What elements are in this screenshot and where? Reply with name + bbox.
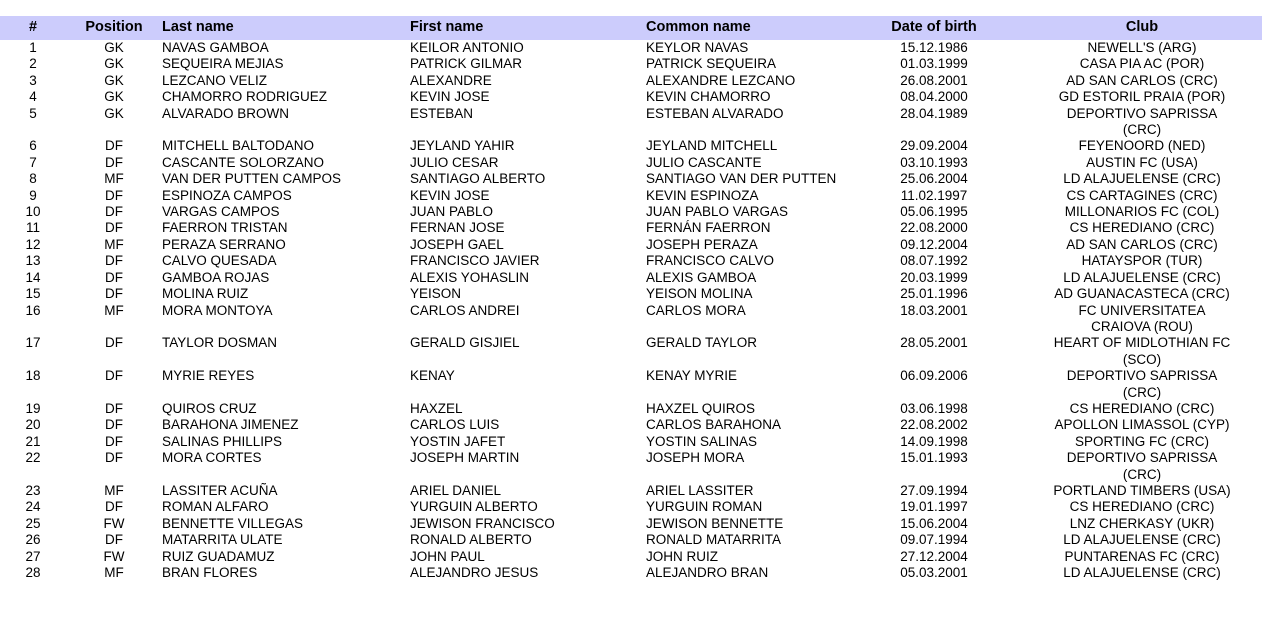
cell-last-name: RUIZ GUADAMUZ (162, 548, 275, 564)
cell-date-of-birth: 05.03.2001 (900, 565, 968, 580)
cell-position: MF (104, 302, 124, 318)
club-name: NEWELL'S (ARG) (1087, 40, 1197, 55)
cell-date-of-birth: 09.12.2004 (900, 236, 968, 252)
cell-last-name: PERAZA SERRANO (162, 236, 286, 252)
cell-club (1022, 40, 1262, 56)
club-name: LD ALAJUELENSE (CRC) (1063, 565, 1221, 580)
cell-club (1022, 89, 1262, 105)
cell-first-name: ALEJANDRO JESUS (410, 565, 539, 580)
cell-date-of-birth: 01.03.1999 (900, 56, 968, 72)
cell-common-name: YURGUIN ROMAN (646, 499, 763, 515)
cell-last-name: LEZCANO VELIZ (162, 72, 268, 88)
club-name: AD SAN CARLOS (CRC) (1066, 72, 1218, 88)
cell-club (1022, 253, 1262, 269)
cell-common-name: FRANCISCO CALVO (646, 253, 775, 269)
cell-number: 26 (25, 532, 41, 548)
cell-date-of-birth: 19.01.1997 (900, 499, 968, 515)
club-name: APOLLON LIMASSOL (CYP) (1054, 417, 1230, 433)
cell-date-of-birth: 27.12.2004 (900, 548, 968, 564)
cell-date-of-birth: 08.07.1992 (900, 253, 968, 269)
cell-number: 14 (25, 269, 41, 285)
cell-position: DF (105, 187, 123, 203)
cell-position: GK (104, 105, 124, 121)
table-row (0, 73, 1262, 89)
cell-common-name: JOSEPH PERAZA (646, 236, 758, 252)
squad-table (0, 16, 1262, 581)
table-row (0, 89, 1262, 105)
club-name: LD ALAJUELENSE (CRC) (1063, 532, 1221, 548)
cell-first-name: FRANCISCO JAVIER (410, 253, 540, 269)
cell-date-of-birth: 03.06.1998 (900, 400, 968, 416)
cell-first-name: YURGUIN ALBERTO (410, 499, 538, 515)
club-name: FC UNIVERSITATEA CRAIOVA (ROU) (1078, 302, 1206, 334)
table-row (0, 286, 1262, 302)
cell-date-of-birth: 18.03.2001 (900, 302, 968, 318)
table-row (0, 237, 1262, 253)
table-row (0, 155, 1262, 171)
club-name: LD ALAJUELENSE (CRC) (1063, 171, 1221, 187)
cell-number: 7 (29, 154, 37, 170)
cell-position: FW (103, 548, 125, 564)
cell-common-name: PATRICK SEQUEIRA (646, 56, 777, 72)
table-row (0, 188, 1262, 204)
cell-club (1022, 516, 1262, 532)
cell-club (1022, 73, 1262, 89)
cell-position: DF (105, 286, 123, 302)
cell-first-name: FERNAN JOSE (410, 220, 505, 236)
table-body (0, 40, 1262, 581)
cell-common-name: KEVIN CHAMORRO (646, 89, 771, 105)
club-name: HEART OF MIDLOTHIAN FC (SCO) (1053, 335, 1231, 367)
cell-last-name: ESPINOZA CAMPOS (162, 187, 292, 203)
table-row (0, 253, 1262, 269)
cell-club (1022, 155, 1262, 171)
cell-club (1022, 483, 1262, 499)
cell-first-name: CARLOS LUIS (410, 417, 500, 433)
club-name: PORTLAND TIMBERS (USA) (1053, 482, 1231, 498)
cell-last-name: QUIROS CRUZ (162, 400, 257, 416)
cell-last-name: CASCANTE SOLORZANO (162, 154, 325, 170)
cell-first-name: KEVIN JOSE (410, 89, 490, 105)
cell-number: 2 (29, 56, 37, 72)
cell-common-name: KENAY MYRIE (646, 368, 738, 384)
cell-club (1022, 171, 1262, 187)
cell-position: MF (104, 236, 124, 252)
column-header-first-name[interactable]: First name (410, 19, 484, 35)
cell-position: DF (105, 400, 123, 416)
cell-common-name: JEWISON BENNETTE (646, 515, 784, 531)
cell-date-of-birth: 28.05.2001 (900, 335, 968, 351)
cell-club (1022, 532, 1262, 548)
cell-number: 10 (25, 204, 41, 220)
cell-club (1022, 138, 1262, 154)
cell-position: GK (104, 89, 124, 105)
cell-common-name: YOSTIN SALINAS (646, 433, 758, 449)
cell-position: DF (105, 433, 123, 449)
cell-date-of-birth: 05.06.1995 (900, 204, 968, 220)
cell-position: FW (103, 515, 125, 531)
cell-first-name: JEYLAND YAHIR (410, 138, 515, 154)
cell-club (1022, 106, 1262, 139)
club-name: FEYENOORD (NED) (1078, 138, 1206, 154)
cell-date-of-birth: 11.02.1997 (900, 187, 968, 203)
cell-first-name: KENAY (410, 368, 455, 384)
cell-number: 23 (25, 482, 41, 498)
cell-first-name: KEVIN JOSE (410, 187, 490, 203)
cell-number: 17 (25, 335, 41, 351)
table-row (0, 368, 1262, 401)
cell-club (1022, 335, 1262, 368)
club-name: SPORTING FC (CRC) (1075, 433, 1209, 449)
column-header-club[interactable]: Club (1125, 19, 1159, 35)
cell-first-name: ESTEBAN (410, 105, 474, 121)
cell-last-name: NAVAS GAMBOA (162, 40, 269, 55)
cell-date-of-birth: 09.07.1994 (900, 532, 968, 548)
cell-number: 21 (25, 433, 41, 449)
cell-first-name: HAXZEL (410, 400, 463, 416)
cell-club (1022, 220, 1262, 236)
cell-club (1022, 450, 1262, 483)
cell-last-name: BARAHONA JIMENEZ (162, 417, 299, 433)
cell-position: DF (105, 204, 123, 220)
table-row (0, 532, 1262, 548)
cell-common-name: ARIEL LASSITER (646, 482, 754, 498)
club-name: AD GUANACASTECA (CRC) (1054, 286, 1230, 302)
table-row (0, 516, 1262, 532)
cell-position: DF (105, 269, 123, 285)
cell-position: GK (104, 56, 124, 72)
table-row (0, 450, 1262, 483)
cell-position: DF (105, 532, 123, 548)
cell-position: DF (105, 335, 123, 351)
cell-common-name: KEVIN ESPINOZA (646, 187, 759, 203)
cell-common-name: ALEXIS GAMBOA (646, 269, 757, 285)
cell-club (1022, 204, 1262, 220)
cell-number: 1 (29, 40, 37, 55)
table-row (0, 549, 1262, 565)
cell-date-of-birth: 03.10.1993 (900, 154, 968, 170)
cell-position: MF (104, 171, 124, 187)
cell-common-name: SANTIAGO VAN DER PUTTEN (646, 171, 837, 187)
club-name: LD ALAJUELENSE (CRC) (1063, 269, 1221, 285)
cell-last-name: MOLINA RUIZ (162, 286, 249, 302)
cell-position: DF (105, 154, 123, 170)
cell-first-name: JEWISON FRANCISCO (410, 515, 555, 531)
cell-number: 22 (25, 450, 41, 466)
cell-last-name: MORA CORTES (162, 450, 262, 466)
cell-number: 28 (25, 565, 41, 580)
cell-number: 9 (29, 187, 37, 203)
cell-common-name: HAXZEL QUIROS (646, 400, 756, 416)
table-header (0, 16, 1262, 40)
cell-last-name: SALINAS PHILLIPS (162, 433, 283, 449)
table-row (0, 220, 1262, 236)
cell-number: 11 (25, 220, 40, 236)
cell-club (1022, 549, 1262, 565)
cell-common-name: KEYLOR NAVAS (646, 40, 749, 55)
table-row (0, 40, 1262, 56)
cell-club (1022, 270, 1262, 286)
cell-last-name: BENNETTE VILLEGAS (162, 515, 304, 531)
cell-common-name: ALEXANDRE LEZCANO (646, 72, 796, 88)
table-row (0, 171, 1262, 187)
cell-position: DF (105, 220, 123, 236)
cell-first-name: JOHN PAUL (410, 548, 485, 564)
column-header-position[interactable]: Position (85, 19, 143, 35)
club-name: CS HEREDIANO (CRC) (1069, 400, 1215, 416)
cell-club (1022, 188, 1262, 204)
cell-date-of-birth: 15.01.1993 (900, 450, 968, 466)
cell-club (1022, 286, 1262, 302)
cell-last-name: MATARRITA ULATE (162, 532, 283, 548)
cell-last-name: ALVARADO BROWN (162, 105, 290, 121)
column-header-number[interactable]: # (28, 19, 38, 35)
table-row (0, 204, 1262, 220)
cell-date-of-birth: 15.06.2004 (900, 515, 968, 531)
cell-first-name: YEISON (410, 286, 462, 302)
cell-date-of-birth: 28.04.1989 (900, 105, 968, 121)
cell-first-name: JUAN PABLO (410, 204, 494, 220)
cell-common-name: JUAN PABLO VARGAS (646, 204, 789, 220)
cell-last-name: VAN DER PUTTEN CAMPOS (162, 171, 342, 187)
cell-number: 16 (25, 302, 41, 318)
cell-common-name: ESTEBAN ALVARADO (646, 105, 784, 121)
cell-first-name: RONALD ALBERTO (410, 532, 532, 548)
cell-position: DF (105, 450, 123, 466)
club-name: AD SAN CARLOS (CRC) (1066, 236, 1218, 252)
cell-date-of-birth: 29.09.2004 (900, 138, 968, 154)
cell-last-name: CHAMORRO RODRIGUEZ (162, 89, 327, 105)
cell-date-of-birth: 22.08.2002 (900, 417, 968, 433)
cell-number: 18 (25, 368, 41, 384)
cell-number: 15 (25, 286, 41, 302)
cell-last-name: VARGAS CAMPOS (162, 204, 280, 220)
cell-last-name: BRAN FLORES (162, 565, 258, 580)
column-header-date-of-birth[interactable]: Date of birth (891, 19, 977, 35)
cell-common-name: YEISON MOLINA (646, 286, 753, 302)
cell-position: DF (105, 253, 123, 269)
cell-first-name: JOSEPH MARTIN (410, 450, 520, 466)
cell-club (1022, 56, 1262, 72)
table-row (0, 565, 1262, 581)
cell-last-name: TAYLOR DOSMAN (162, 335, 278, 351)
cell-first-name: PATRICK GILMAR (410, 56, 523, 72)
column-header-last-name[interactable]: Last name (162, 19, 234, 35)
club-name: HATAYSPOR (TUR) (1081, 253, 1203, 269)
cell-common-name: JEYLAND MITCHELL (646, 138, 778, 154)
cell-date-of-birth: 25.06.2004 (900, 171, 968, 187)
cell-common-name: JULIO CASCANTE (646, 154, 762, 170)
cell-common-name: JOSEPH MORA (646, 450, 745, 466)
cell-last-name: LASSITER ACUÑA (162, 482, 278, 498)
club-name: DEPORTIVO SAPRISSA (CRC) (1066, 368, 1218, 400)
club-name: LNZ CHERKASY (UKR) (1069, 515, 1215, 531)
cell-first-name: ARIEL DANIEL (410, 482, 502, 498)
cell-last-name: MITCHELL BALTODANO (162, 138, 315, 154)
cell-position: DF (105, 417, 123, 433)
cell-first-name: CARLOS ANDREI (410, 302, 520, 318)
cell-date-of-birth: 14.09.1998 (900, 433, 968, 449)
table-row (0, 303, 1262, 336)
cell-common-name: RONALD MATARRITA (646, 532, 782, 548)
cell-last-name: ROMAN ALFARO (162, 499, 269, 515)
cell-club (1022, 368, 1262, 401)
cell-number: 25 (25, 515, 41, 531)
cell-number: 8 (29, 171, 37, 187)
cell-common-name: GERALD TAYLOR (646, 335, 758, 351)
cell-club (1022, 401, 1262, 417)
cell-common-name: CARLOS BARAHONA (646, 417, 782, 433)
cell-first-name: JOSEPH GAEL (410, 236, 504, 252)
club-name: CS HEREDIANO (CRC) (1069, 499, 1215, 515)
cell-date-of-birth: 15.12.1986 (900, 40, 968, 55)
cell-last-name: CALVO QUESADA (162, 253, 277, 269)
club-name: GD ESTORIL PRAIA (POR) (1058, 89, 1226, 105)
club-name: CS CARTAGINES (CRC) (1066, 187, 1218, 203)
cell-first-name: GERALD GISJIEL (410, 335, 520, 351)
cell-number: 5 (29, 105, 37, 121)
cell-club (1022, 565, 1262, 581)
cell-common-name: ALEJANDRO BRAN (646, 565, 769, 580)
cell-position: DF (105, 499, 123, 515)
table-row (0, 401, 1262, 417)
cell-number: 24 (25, 499, 41, 515)
cell-last-name: SEQUEIRA MEJIAS (162, 56, 284, 72)
cell-common-name: JOHN RUIZ (646, 548, 718, 564)
table-row (0, 335, 1262, 368)
table-row (0, 417, 1262, 433)
column-header-common-name[interactable]: Common name (646, 19, 751, 35)
cell-number: 27 (25, 548, 41, 564)
cell-date-of-birth: 27.09.1994 (900, 482, 968, 498)
table-row (0, 434, 1262, 450)
cell-number: 12 (25, 236, 41, 252)
table-row (0, 106, 1262, 139)
cell-date-of-birth: 08.04.2000 (900, 89, 968, 105)
cell-first-name: SANTIAGO ALBERTO (410, 171, 546, 187)
cell-club (1022, 434, 1262, 450)
cell-common-name: CARLOS MORA (646, 302, 746, 318)
cell-first-name: ALEXIS YOHASLIN (410, 269, 530, 285)
cell-first-name: YOSTIN JAFET (410, 433, 506, 449)
cell-number: 6 (29, 138, 37, 154)
table-row (0, 270, 1262, 286)
cell-date-of-birth: 26.08.2001 (900, 72, 968, 88)
cell-last-name: MYRIE REYES (162, 368, 255, 384)
cell-club (1022, 237, 1262, 253)
cell-number: 13 (25, 253, 41, 269)
table-row (0, 499, 1262, 515)
cell-position: MF (104, 565, 124, 580)
header-row (0, 16, 1262, 40)
cell-number: 20 (25, 417, 41, 433)
cell-last-name: FAERRON TRISTAN (162, 220, 288, 236)
cell-last-name: GAMBOA ROJAS (162, 269, 270, 285)
cell-date-of-birth: 22.08.2000 (900, 220, 968, 236)
cell-club (1022, 499, 1262, 515)
cell-club (1022, 303, 1262, 336)
club-name: CASA PIA AC (POR) (1079, 56, 1205, 72)
cell-position: DF (105, 368, 123, 384)
cell-date-of-birth: 25.01.1996 (900, 286, 968, 302)
cell-number: 19 (25, 400, 41, 416)
club-name: PUNTARENAS FC (CRC) (1064, 548, 1220, 564)
club-name: CS HEREDIANO (CRC) (1069, 220, 1215, 236)
club-name: MILLONARIOS FC (COL) (1064, 204, 1220, 220)
club-name: DEPORTIVO SAPRISSA (CRC) (1066, 105, 1218, 138)
cell-position: MF (104, 482, 124, 498)
cell-first-name: JULIO CESAR (410, 154, 499, 170)
cell-first-name: KEILOR ANTONIO (410, 40, 524, 55)
cell-position: GK (104, 40, 124, 55)
cell-position: GK (104, 72, 124, 88)
table-row (0, 56, 1262, 72)
cell-number: 3 (29, 72, 37, 88)
cell-first-name: ALEXANDRE (410, 72, 492, 88)
cell-date-of-birth: 20.03.1999 (900, 269, 968, 285)
table-row (0, 138, 1262, 154)
cell-club (1022, 417, 1262, 433)
table-row (0, 483, 1262, 499)
cell-common-name: FERNÁN FAERRON (646, 220, 771, 236)
club-name: AUSTIN FC (USA) (1086, 154, 1198, 170)
cell-last-name: MORA MONTOYA (162, 302, 273, 318)
club-name: DEPORTIVO SAPRISSA (CRC) (1066, 450, 1218, 482)
cell-number: 4 (29, 89, 37, 105)
cell-date-of-birth: 06.09.2006 (900, 368, 968, 384)
cell-position: DF (105, 138, 123, 154)
